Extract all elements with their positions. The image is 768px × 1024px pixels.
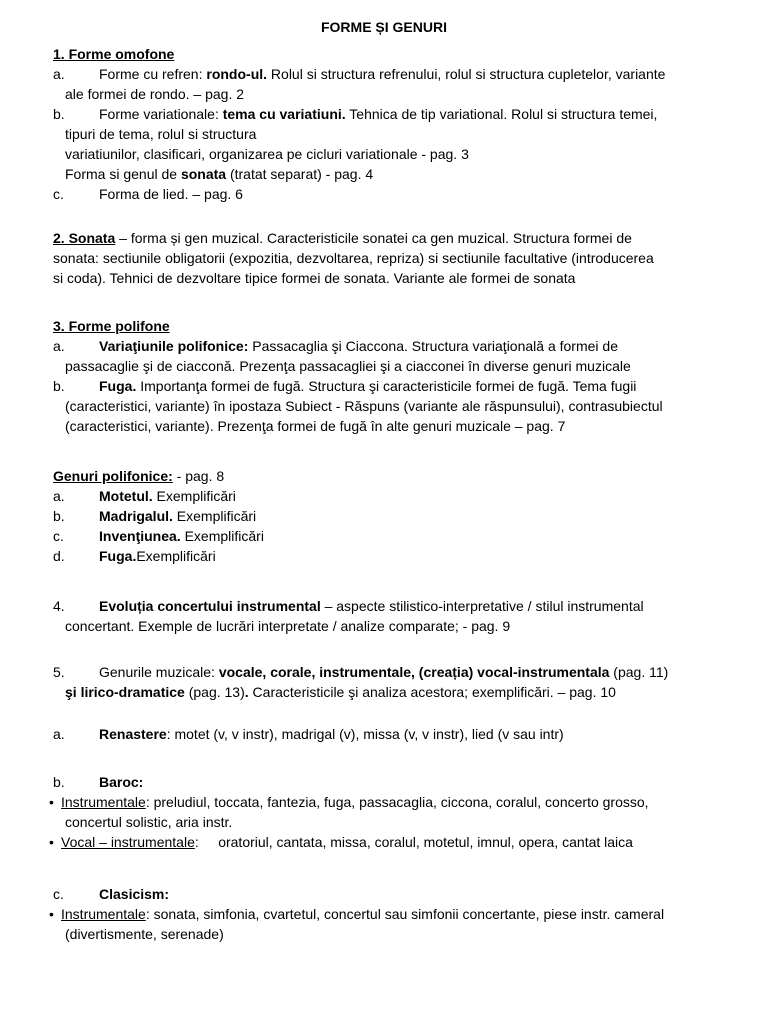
item-bold-text: Madrigalul.: [99, 508, 173, 524]
item-bold-text: Fuga.: [99, 548, 137, 564]
item-bold-text: rondo-ul.: [206, 66, 268, 82]
section-heading: 2. Sonata: [53, 230, 116, 246]
list-marker: a.: [53, 338, 65, 354]
item-continuation: concertul solistic, aria instr.: [65, 814, 233, 830]
item-continuation: (divertismente, serenade): [65, 926, 224, 942]
item-text: Genurile muzicale:: [99, 664, 219, 680]
item-continuation: concertant. Exemple de lucrări interpretate / analize comparate; - pag. 9: [65, 618, 511, 634]
bullet-label: Instrumentale: [61, 794, 146, 810]
list-item: [53, 184, 715, 204]
list-marker: a.: [53, 726, 65, 742]
item-text: – aspecte stilistico-interpretative / stilul instrumental: [320, 598, 644, 614]
section-genurile-muzicale: [53, 662, 715, 702]
list-marker: a.: [53, 488, 65, 504]
section-concert-instrumental: [53, 596, 715, 636]
list-item: [53, 336, 715, 356]
list-marker: c.: [53, 528, 64, 544]
list-item: [53, 546, 715, 566]
item-continuation: [53, 164, 715, 184]
list-item: [53, 506, 715, 526]
item-bold-text: tema cu variatiuni.: [222, 106, 346, 122]
item-bold-text: sonata: [180, 166, 227, 182]
paragraph-line: sonata: sectiunile obligatorii (expozitia, dezvoltarea, repriza) si sectiunile facultative (introducerea: [53, 250, 654, 266]
list-marker: d.: [53, 548, 65, 564]
item-bold-text: Renastere: [99, 726, 167, 742]
bullet-item: [49, 792, 715, 812]
item-text: (pag. 11): [609, 664, 669, 680]
list-marker: c.: [53, 186, 64, 202]
paragraph-text: – forma și gen muzical. Caracteristicile sonatei ca gen muzical. Structura formei de: [115, 230, 632, 246]
bullet-icon: •: [49, 906, 54, 922]
item-text: Caracteristicile şi analiza acestora; exemplificări. – pag. 10: [248, 684, 616, 700]
list-item: [53, 104, 715, 124]
section-clasicism: [49, 884, 715, 944]
bullet-icon: •: [49, 794, 54, 810]
bullet-label: Instrumentale: [61, 906, 146, 922]
section-heading: Genuri polifonice:: [53, 468, 173, 484]
bullet-icon: •: [49, 834, 54, 850]
item-bold-text: Motetul.: [99, 488, 153, 504]
item-text: Tehnica de tip variational. Rolul si structura temei,: [345, 106, 658, 122]
list-item: [53, 376, 715, 396]
item-text: : motet (v, v instr), madrigal (v), missa (v, v instr), lied (v sau intr): [166, 726, 564, 742]
item-bold-text: .: [244, 684, 249, 700]
bullet-item: [49, 904, 715, 924]
item-continuation: ale formei de rondo. – pag. 2: [65, 86, 245, 102]
list-item: [53, 884, 715, 904]
section-genuri-polifonice: [53, 466, 715, 566]
section-forme-omofone: [53, 44, 715, 204]
list-item: [53, 724, 715, 744]
section-heading: 1. Forme omofone: [53, 46, 175, 62]
bullet-text: : preludiul, toccata, fantezia, fuga, passacaglia, ciccona, coralul, concerto grosso,: [145, 794, 649, 810]
item-text: Forme cu refren:: [99, 66, 207, 82]
item-text: Importanţa formei de fugă. Structura şi caracteristicile formei de fugă. Tema fugii: [136, 378, 637, 394]
paragraph-line: [53, 228, 715, 248]
item-bold-text: Evoluția concertului instrumental: [99, 598, 321, 614]
bullet-text: : oratoriul, cantata, missa, coralul, motetul, imnul, opera, cantat laica: [194, 834, 633, 850]
item-continuation: [53, 682, 715, 702]
item-text: Forma de lied. – pag. 6: [99, 186, 243, 202]
item-bold-text: şi lirico-dramatice: [65, 684, 185, 700]
bullet-label: Vocal – instrumentale: [61, 834, 195, 850]
list-item: [53, 772, 715, 792]
item-text: (tratat separat) - pag. 4: [226, 166, 374, 182]
bullet-text: : sonata, simfonia, cvartetul, concertul sau simfonii concertante, piese instr. cameral: [145, 906, 665, 922]
list-marker: b.: [53, 774, 65, 790]
section-baroc: [49, 772, 715, 852]
list-item: [53, 526, 715, 546]
item-text: Forme variationale:: [99, 106, 223, 122]
item-continuation: passacaglie şi de ciacconă. Prezenţa passacagliei şi a ciacconei în diverse genuri muzicale: [65, 358, 631, 374]
page-ref: - pag. 8: [172, 468, 225, 484]
section-sonata: [53, 228, 715, 288]
bullet-item: [49, 832, 715, 852]
item-text: Exemplificări: [152, 488, 236, 504]
item-bold-text: Fuga.: [99, 378, 137, 394]
page-title: FORME ȘI GENURI: [320, 19, 447, 35]
list-marker: b.: [53, 508, 65, 524]
list-item: [53, 64, 715, 84]
item-continuation: (caracteristici, variante). Prezenţa formei de fugă în alte genuri muzicale – pag. 7: [65, 418, 566, 434]
item-bold-text: Variaţiunile polifonice:: [99, 338, 249, 354]
paragraph-line: si coda). Tehnici de dezvoltare tipice formei de sonata. Variante ale formei de sonata: [53, 270, 576, 286]
section-renastere: [53, 724, 715, 744]
list-marker: c.: [53, 886, 64, 902]
item-continuation: variatiunilor, clasificari, organizarea pe cicluri variationale - pag. 3: [65, 146, 469, 162]
item-bold-text: Baroc:: [99, 774, 144, 790]
item-text: Exemplificări: [172, 508, 257, 524]
list-item: [53, 662, 715, 682]
item-text: Rolul si structura refrenului, rolul si structura cupletelor, variante: [267, 66, 666, 82]
item-text: Passacaglia şi Ciaccona. Structura variaţională a formei de: [248, 338, 618, 354]
list-marker: 4.: [53, 598, 65, 614]
list-marker: b.: [53, 106, 65, 122]
item-text: Exemplificări: [180, 528, 264, 544]
section-heading: 3. Forme polifone: [53, 318, 170, 334]
section-forme-polifone: [53, 316, 715, 436]
item-bold-text: vocale, corale, instrumentale, (creația) vocal-instrumentala: [218, 664, 610, 680]
list-item: [53, 486, 715, 506]
item-continuation: tipuri de tema, rolul si structura: [65, 126, 257, 142]
item-text: (pag. 13): [184, 684, 245, 700]
paragraph-line: [53, 466, 715, 486]
list-marker: a.: [53, 66, 65, 82]
item-text: Forma si genul de: [65, 166, 181, 182]
list-item: [53, 596, 715, 616]
item-bold-text: Invenţiunea.: [99, 528, 181, 544]
list-marker: b.: [53, 378, 65, 394]
list-marker: 5.: [53, 664, 65, 680]
item-text: Exemplificări: [136, 548, 216, 564]
item-continuation: (caracteristici, variante) în ipostaza Subiect - Răspuns (variante ale răspunsului), contrasubiectul: [65, 398, 663, 414]
item-bold-text: Clasicism:: [99, 886, 170, 902]
